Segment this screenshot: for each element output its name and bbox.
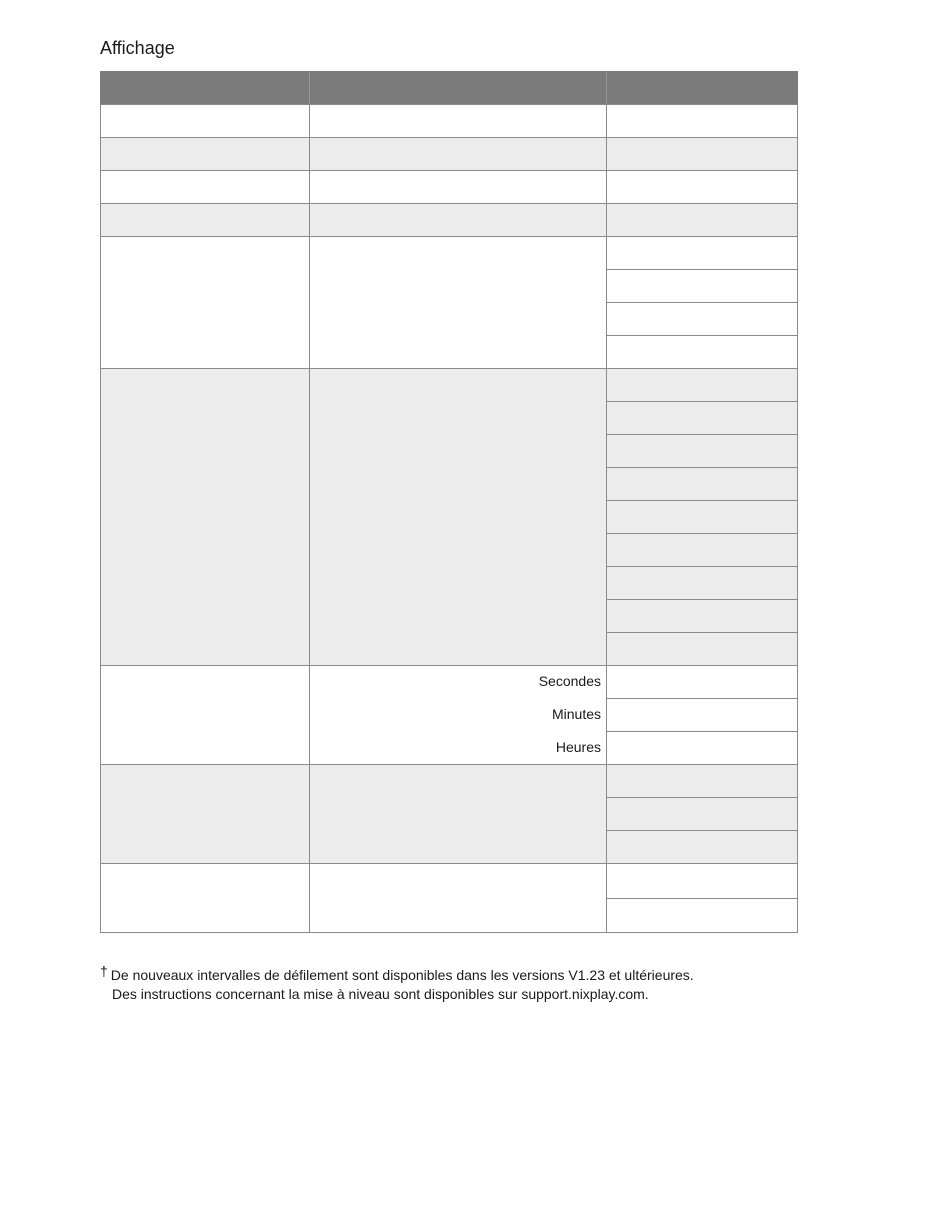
table-row-label-cell <box>100 203 310 237</box>
table-row-label-cell <box>100 170 310 204</box>
table-option-cell <box>606 269 798 303</box>
table-option-cell <box>606 665 798 699</box>
footnote-line-2: Des instructions concernant la mise à niveau sont disponibles sur support.nixplay.com. <box>112 986 649 1002</box>
table-row-value-cell <box>309 368 607 666</box>
page-title: Affichage <box>100 38 175 58</box>
table-row-value-cell <box>309 104 607 138</box>
table-row-label-cell <box>100 137 310 171</box>
table-option-cell <box>606 236 798 270</box>
unit-label: Secondes <box>538 672 601 689</box>
table-option-cell <box>606 104 798 138</box>
unit-label: Minutes <box>551 705 601 722</box>
table-option-cell <box>606 467 798 501</box>
table-row-value-cell <box>309 236 607 369</box>
table-row-label-cell <box>100 236 310 369</box>
table-row-label-cell <box>100 764 310 864</box>
table-option-cell <box>606 500 798 534</box>
table-row-label-cell <box>100 863 310 933</box>
table-row-value-cell <box>309 170 607 204</box>
footnote-line-1 <box>100 962 694 985</box>
footnote-text-1: De nouveaux intervalles de défilement sont disponibles dans les versions V1.23 et ultérieures. <box>110 967 694 983</box>
table-option-cell <box>606 632 798 666</box>
table-row-label-cell <box>100 665 310 765</box>
table-option-cell <box>606 566 798 600</box>
header-cell <box>100 71 310 105</box>
table-option-cell <box>606 401 798 435</box>
table-option-cell <box>606 698 798 732</box>
table-option-cell <box>606 863 798 899</box>
header-cell <box>606 71 798 105</box>
table-row-value-cell <box>309 137 607 171</box>
table-option-cell <box>606 302 798 336</box>
footnote <box>100 962 694 1004</box>
table-row-value-cell <box>309 764 607 864</box>
table-option-cell <box>606 898 798 934</box>
table-option-cell <box>606 368 798 402</box>
table-row-value-cell <box>309 203 607 237</box>
table-option-cell <box>606 170 798 204</box>
table-option-cell <box>606 731 798 765</box>
table-option-cell <box>606 764 798 798</box>
table-option-cell <box>606 137 798 171</box>
table-option-cell <box>606 335 798 369</box>
table-option-cell <box>606 434 798 468</box>
table-row-label-cell <box>100 104 310 138</box>
dagger-marker: † <box>100 963 108 979</box>
settings-table <box>100 71 797 934</box>
unit-label: Heures <box>555 738 601 755</box>
table-option-cell <box>606 830 798 864</box>
table-row-value-cell <box>309 863 607 933</box>
table-option-cell <box>606 533 798 567</box>
table-row-label-cell <box>100 368 310 666</box>
header-cell <box>309 71 607 105</box>
table-option-cell <box>606 797 798 831</box>
table-option-cell <box>606 203 798 237</box>
table-option-cell <box>606 599 798 633</box>
